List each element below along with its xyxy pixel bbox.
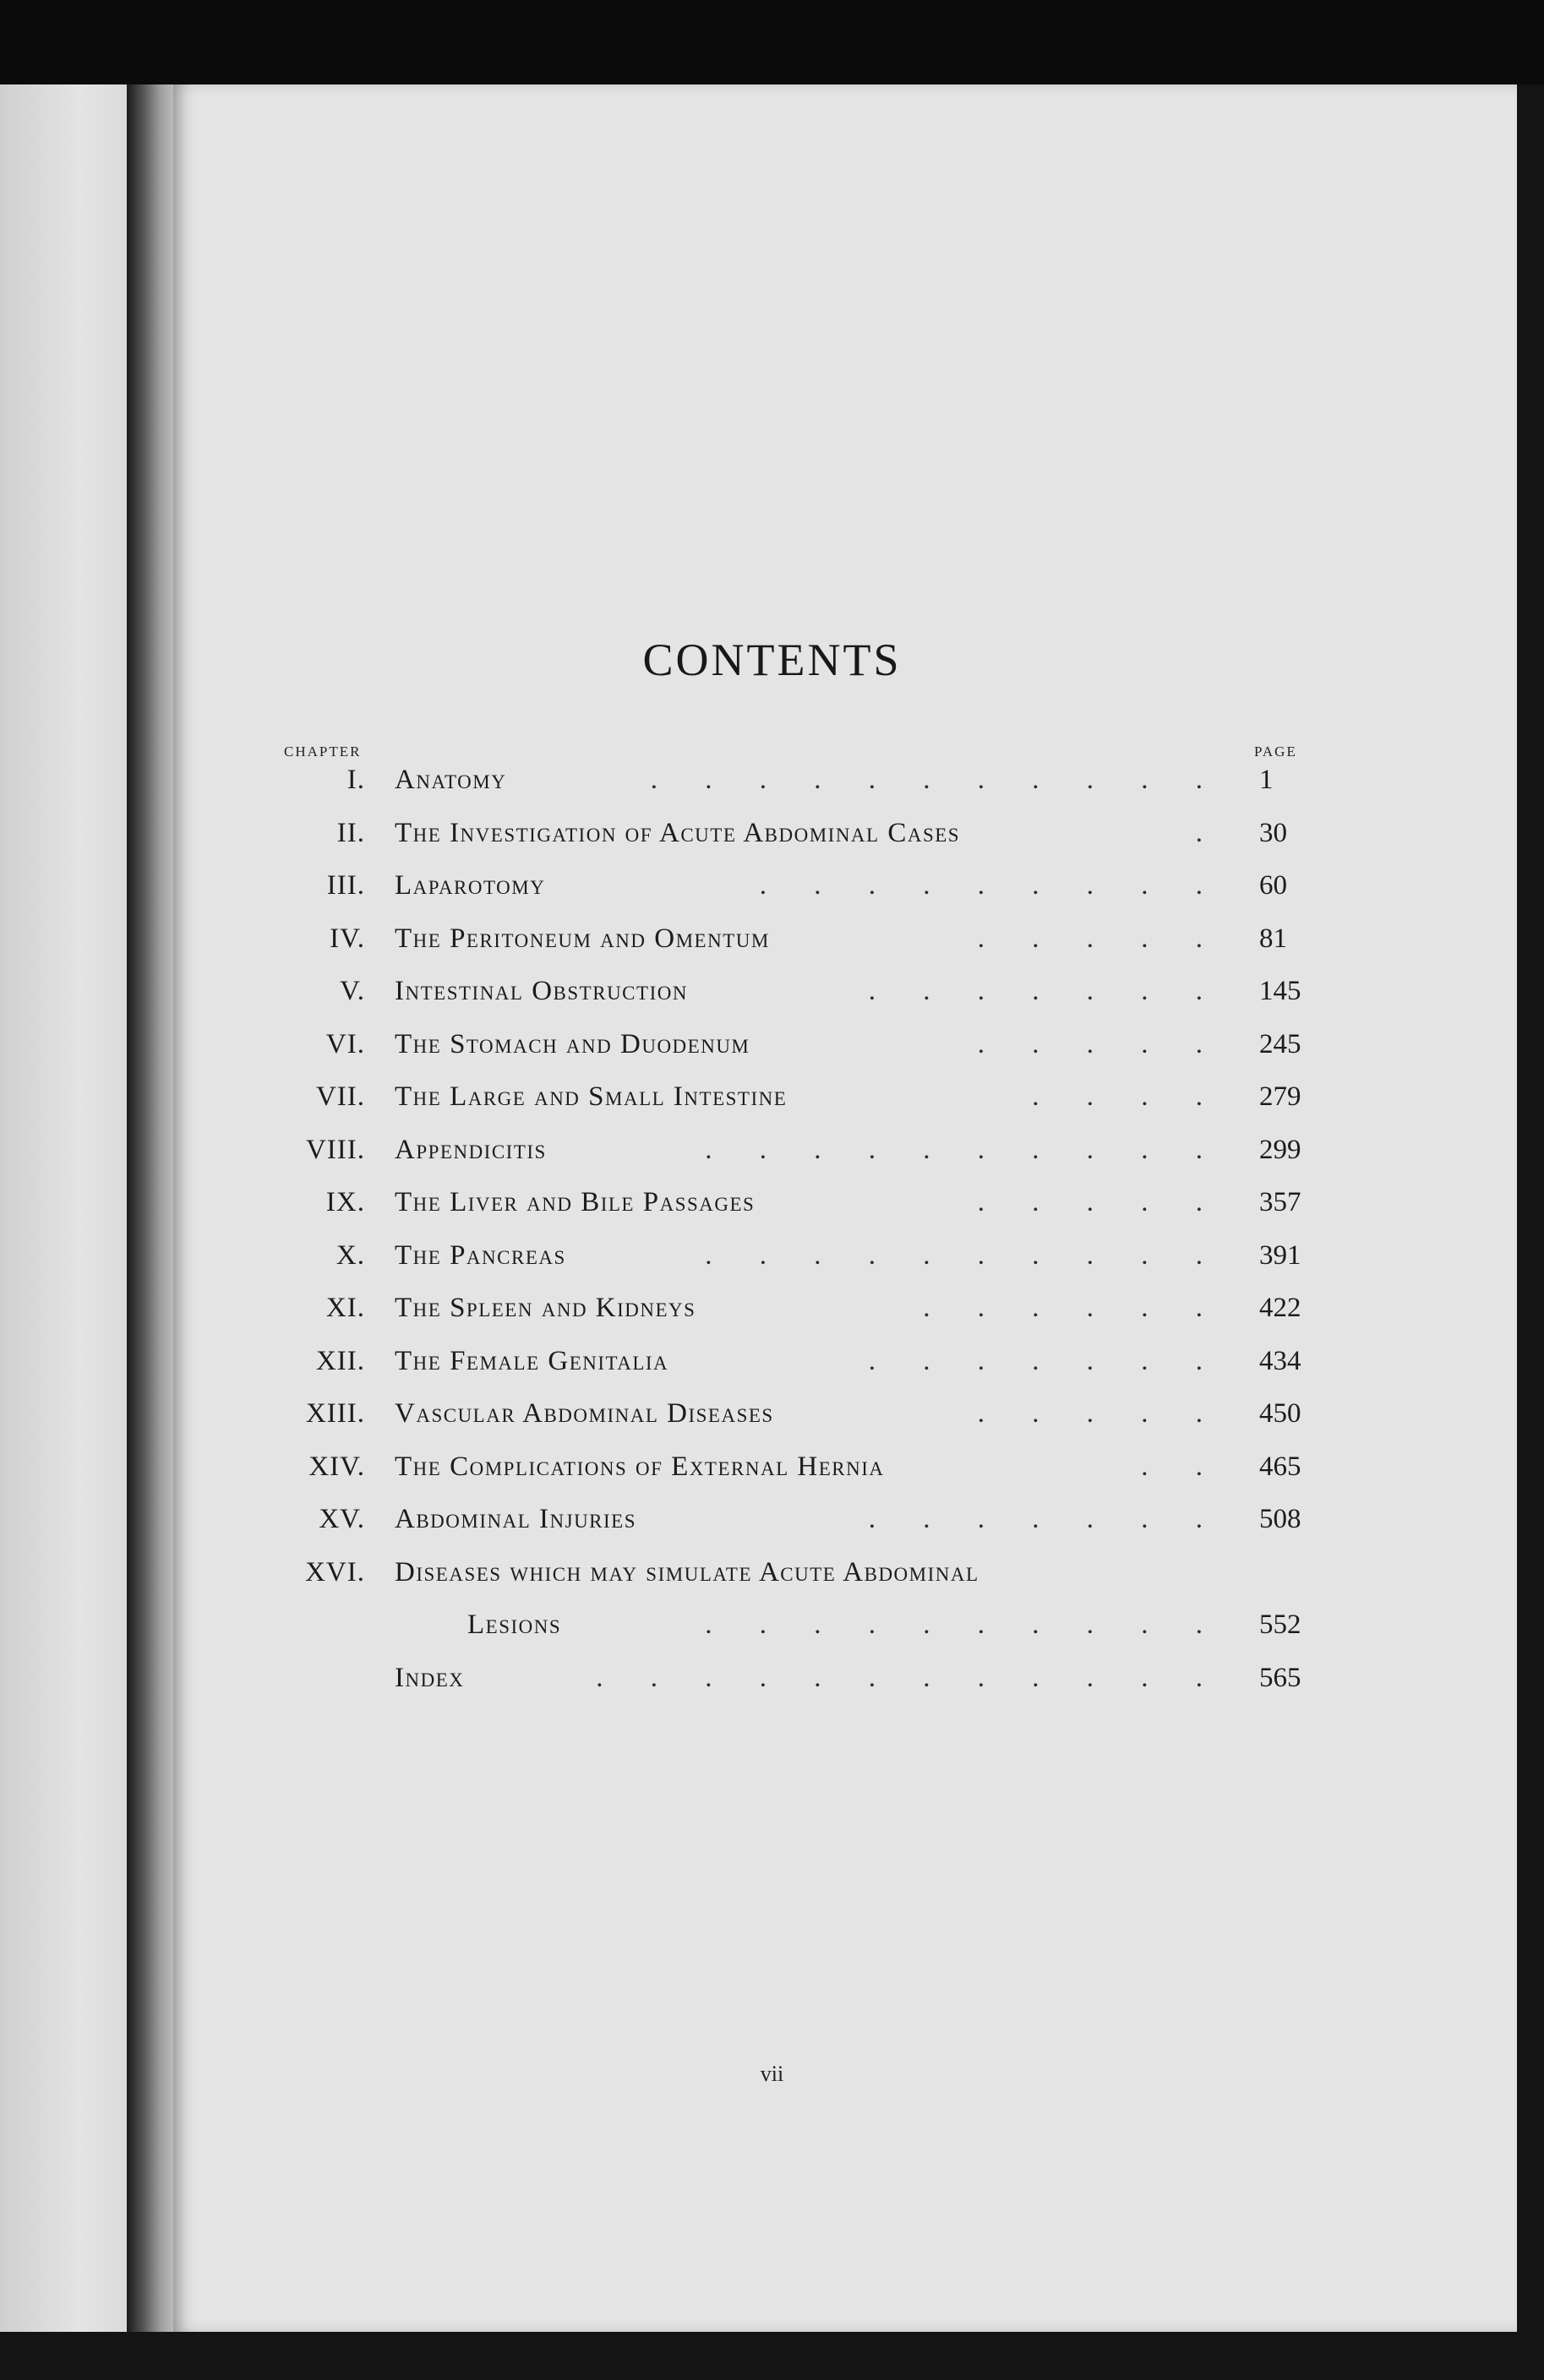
page-number: 565 xyxy=(1259,1662,1301,1693)
chapter-title: Abdominal Injuries xyxy=(395,1504,637,1534)
toc-row xyxy=(0,1398,1544,1451)
page-number: 81 xyxy=(1259,923,1287,954)
table-of-contents xyxy=(0,765,1544,1715)
index-entry: Index xyxy=(395,1662,465,1693)
dot-leaders: . . . . . . . . . . xyxy=(705,1239,1223,1271)
chapter-number: XIII. xyxy=(305,1398,365,1429)
scan-border-bottom xyxy=(0,2332,1544,2380)
chapter-number: III. xyxy=(326,870,365,901)
chapter-number: IV. xyxy=(330,923,365,954)
dot-leaders: . . . . . . . xyxy=(868,976,1223,1006)
chapter-number: V. xyxy=(340,976,365,1006)
page-number: 299 xyxy=(1259,1134,1301,1165)
dot-leaders: . . xyxy=(1141,1451,1223,1482)
chapter-title: Appendicitis xyxy=(395,1134,547,1165)
toc-row xyxy=(0,1557,1544,1610)
dot-leaders: . . . . . . . . . . xyxy=(705,1609,1223,1640)
toc-row xyxy=(0,1293,1544,1346)
chapter-number: XII. xyxy=(315,1345,365,1376)
page-number: 465 xyxy=(1259,1451,1301,1482)
toc-row xyxy=(0,1451,1544,1505)
chapter-title: The Peritoneum and Omentum xyxy=(395,923,770,954)
chapter-number: VI. xyxy=(325,1028,365,1059)
toc-row xyxy=(0,1504,1544,1557)
toc-row xyxy=(0,1081,1544,1135)
page-number: 145 xyxy=(1259,976,1301,1006)
chapter-number: I. xyxy=(346,765,365,795)
toc-row xyxy=(0,870,1544,923)
chapter-title: Diseases which may simulate Acute Abdominal xyxy=(395,1556,979,1588)
toc-row xyxy=(0,1346,1544,1399)
page-number: 552 xyxy=(1259,1609,1301,1640)
chapter-number: VIII. xyxy=(305,1134,365,1165)
page-number: 422 xyxy=(1259,1293,1301,1323)
chapter-number: II. xyxy=(336,817,365,848)
toc-row xyxy=(0,923,1544,977)
chapter-number: X. xyxy=(336,1239,365,1271)
chapter-title: The Pancreas xyxy=(395,1239,566,1271)
chapter-title: The Stomach and Duodenum xyxy=(395,1028,750,1059)
chapter-title-continuation: Lesions xyxy=(467,1609,562,1640)
page-title: CONTENTS xyxy=(642,634,902,685)
chapter-column-header: CHAPTER xyxy=(284,743,362,760)
chapter-title: Laparotomy xyxy=(395,870,546,901)
toc-row xyxy=(0,976,1544,1029)
page-number: 434 xyxy=(1259,1345,1301,1376)
chapter-title: The Investigation of Acute Abdominal Cases xyxy=(395,817,961,848)
toc-row xyxy=(0,1187,1544,1240)
dot-leaders: . . . . . . . xyxy=(868,1504,1223,1534)
chapter-title: Anatomy xyxy=(395,765,507,795)
dot-leaders: . . . . . . . . . . xyxy=(705,1134,1223,1165)
page-folio: vii xyxy=(760,2061,784,2086)
chapter-title: The Spleen and Kidneys xyxy=(395,1293,696,1323)
page-number: 279 xyxy=(1259,1081,1301,1112)
chapter-title: Vascular Abdominal Diseases xyxy=(395,1398,774,1429)
chapter-number: XV. xyxy=(319,1504,365,1534)
toc-row xyxy=(0,1663,1544,1716)
chapter-title: The Complications of External Hernia xyxy=(395,1451,885,1482)
page-column-header: PAGE xyxy=(1254,743,1297,760)
chapter-title: Intestinal Obstruction xyxy=(395,976,688,1006)
dot-leaders: . . . . . . . . . . . xyxy=(650,765,1223,795)
chapter-number: IX. xyxy=(325,1187,365,1217)
page-number: 508 xyxy=(1259,1504,1301,1534)
toc-row xyxy=(0,1135,1544,1188)
toc-row xyxy=(0,1609,1544,1663)
toc-row xyxy=(0,765,1544,818)
chapter-number: VII. xyxy=(315,1081,365,1112)
toc-row xyxy=(0,1240,1544,1293)
dot-leaders: . . . . . . xyxy=(923,1293,1223,1323)
dot-leaders: . . . . . xyxy=(977,1187,1223,1217)
dot-leaders: . . . . . xyxy=(977,1028,1223,1059)
dot-leaders: . . . . . . . xyxy=(868,1345,1223,1376)
chapter-number: XVI. xyxy=(305,1556,365,1588)
dot-leaders: . . . . . xyxy=(977,1398,1223,1429)
dot-leaders: . . . . . . . . . xyxy=(759,870,1223,901)
toc-row xyxy=(0,1029,1544,1082)
page-number: 357 xyxy=(1259,1187,1301,1217)
dot-leaders: . . . . . xyxy=(977,923,1223,954)
page-number: 391 xyxy=(1259,1239,1301,1271)
page-number: 245 xyxy=(1259,1028,1301,1059)
chapter-number: XI. xyxy=(325,1293,365,1323)
chapter-title: The Female Genitalia xyxy=(395,1345,669,1376)
page-number: 1 xyxy=(1259,765,1274,795)
chapter-title: The Liver and Bile Passages xyxy=(395,1187,756,1217)
page-number: 60 xyxy=(1259,870,1287,901)
chapter-number: XIV. xyxy=(308,1451,365,1482)
toc-row xyxy=(0,818,1544,871)
dot-leaders: . . . . xyxy=(1032,1081,1223,1112)
page-number: 30 xyxy=(1259,817,1287,848)
dot-leaders: . xyxy=(1195,817,1223,848)
chapter-title: The Large and Small Intestine xyxy=(395,1081,788,1112)
dot-leaders: . . . . . . . . . . . . xyxy=(596,1662,1223,1693)
page-number: 450 xyxy=(1259,1398,1301,1429)
